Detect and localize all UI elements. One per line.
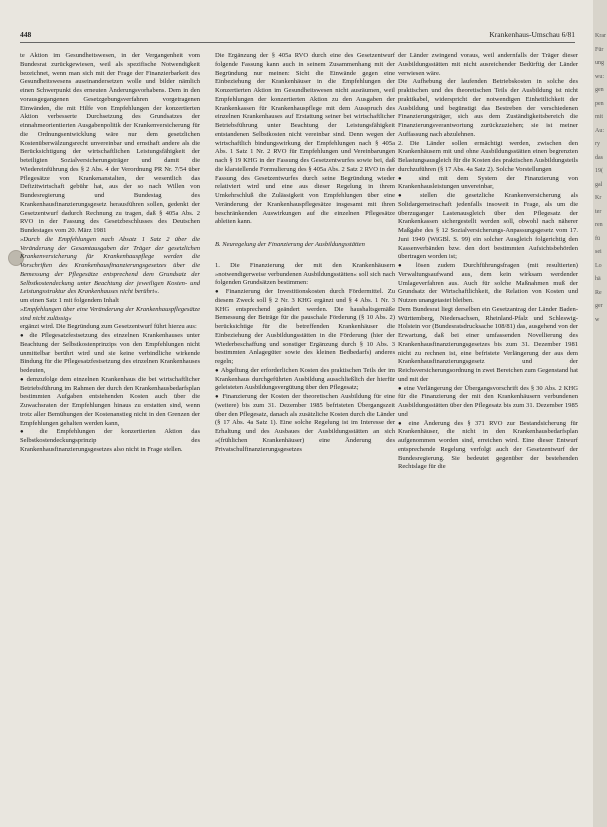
- text-column-2: [215, 52, 395, 812]
- next-page-edge: Krar Für ung wu: gen pen mit Au: ry das 19( gal Kr ter ren fü sei Lo hä Re ger w: [593, 0, 607, 827]
- bullet-paragraph: ● stellen die gesetzliche Krankenversicherung als Solidargemeinschaft jedenfalls insoweit in Frage, als um die überzuganger Lastenausgleich über den Pflegesatz der Krankenkassen sichergestellt werden soll, obwohl nach näherer Maßgabe des § 12 Sozialversicherungs-Anpassungsgesetz vom 17. Juni 1949 (WiGBl. S. 99) ein solcher Ausgleich folgerichtig den Kassenverbänden bzw. den dort bestimmten Aufsichtsbehörden übertragen worden ist;: [398, 192, 578, 262]
- bullet-paragraph: ● eine Verlängerung der Übergangsvorschrift des § 30 Abs. 2 KHG für die Finanzierung der mit den Krankenhäusern verbundenen Ausbildungsstätten über den Pflegesatz bis zum 31. Dezember 1985 und: [398, 385, 578, 420]
- bullet-paragraph: ● demzufolge dem einzelnen Krankenhaus die bei wirtschaftlicher Betriebsführung im Rahmen der durch den Krankenhausbedarfsplan bestimmten Aufgaben entstehenden Kosten auch über die Zuwachsraten der Empfehlungen hinaus zu erstatten sind, wenn trotz aller Bemühungen der Kostenanstieg nicht in den Grenzen der Empfehlungen gehalten werden kann,: [20, 376, 200, 429]
- bullet-paragraph: ● Finanzierung der Investitionskosten durch Fördermittel. Zu diesem Zweck soll § 2 Nr. 3 KHG ergänzt und § 4 Abs. 1 Nr. 3 KHG entsprechend geändert werden. Die haushaltsgemäße Bemessung der Beträge für die pauschale Förderung (§ 10 Abs. 2) berücksichtige für die betreffenden Krankenhäuser die Einbeziehung der Ausbildungsstätten in die Förderung (hier der Wiederbeschaffung und sonstiger Ergänzung durch § 10 Abs. 3 bestimmten Anlagegüter sowie des kleinen Bedbedarfs) anderes regeln;: [215, 288, 395, 367]
- paragraph: Die Aufhebung der laufenden Betriebskosten in solche des praktischen und des theoretischen Teils der Ausbildung ist nicht praktikabel, widerspricht der notwendigen Einheitlichkeit der Ausbildung und begünstigt das Bestreben der verschiedenen Finanzierungsträger, sich aus dem Zuständigkeitsbereich die Finanzierungsverantwortung zurückzuziehen; sie ist meiner Auffassung nach abzulehnen.: [398, 78, 578, 138]
- bullet-paragraph: ● Abgeltung der erforderlichen Kosten des praktischen Teils der im Krankenhaus durchgeführten Ausbildung ausschließlich der hierfür geleisteten Ausbildungsvergütung über den Pflegesatz;: [215, 367, 395, 393]
- paragraph: te Aktion im Gesundheitswesen, in der Vergangenheit vom Bundesrat zurückgewiesen, weil als spezifische Notwendigkeit bezeichnet, wenn man sich mit der Frage der Finanzierbarkeit des Gesundheitswesens auseinandersetzen wolle und bilder nämlich einen Schwerpunkt des erneuten Änderungsvorhabens. Dem in den vorausgegangenen Gesetzgebungsverfahren vorgetragenen Einwänden, die mit Hilfe von Empfehlungen der konzertierten Aktion verbesserte Durchsetzung des Grundsatzes der einnahmeorientierten Ausgabenpolitik der Krankenversicherung für die Ordnungsentwicklung wäre nur dem gesetzlichen Kostenüberwälzungsrecht unvereinbar und ernsthaft andere als die Berücksichtigung der wirtschaftlichen Leistungsfähigkeit der beteiligten Sozialversicherungsträger und damit die Wiedereinführung des § 2 Abs. 4 der Verordnung PR Nr. 7/54 über Pflegesätze von Krankenanstalten, der wesentlich das Defizitwirtschaft gebühr hat, aus der so nach Willen von Bundesregierung und Bundestag des Krankenhausfinanzierungsgesetz herausführen sollen, gedenkt der Gesetzentwurf dadurch Rechnung zu tragen, daß § 405a Abs. 2 RVO in der Fassung des Gesetzbeschlusses des Deutschen Bundestages vom 20. März 1981: [20, 52, 200, 234]
- bullet-paragraph: ● Finanzierung der Kosten der theoretischen Ausbildung für eine (weitere) bis zum 31. Dezember 1985 befristeten Übergangszeit über den Pflegesatz, danach als zusätzliche Kosten durch die Länder (§ 17 Abs. 4a Satz 1). Eine solche Regelung ist im Interesse der Erhaltung und des Ausbaues der Ausbildungsstätten an sich »(frühlichen Krankenhäuser) eine Änderung des Privatschulfinanzierungsgesetzes: [215, 393, 395, 454]
- bullet-paragraph: ● eine Änderung des § 371 RVO zur Bestandsicherung für Krankenhäuser, die nicht in den Krankenhausbedarfsplan aufgenommen worden sind, erreichen wird. Eine dieser Entwurf entsprechende Regelung verfolgt auch der Gesetzentwurf der Bundesregierung. Sie bedeutet gegenüber der bestehenden Rechtslage für die: [398, 420, 578, 473]
- page-header: [20, 30, 575, 43]
- paragraph: 2. Die Länder sollen ermächtigt werden, zwischen den Krankenhäusern mit und ohne Ausbildungsstätten einen begrenzten Belastungsausgleich für die Kosten des praktischen Ausbildungsteils durchzuführen (§ 17 Abs. 4a Satz 2). Solche Vorstellungen: [398, 139, 578, 173]
- bullet-paragraph: ● sind mit dem System der Finanzierung von Krankenhausleistungen unvereinbar,: [398, 175, 578, 193]
- paragraph: Dem Bundesrat liegt derselben ein Gesetzantrag der Länder Baden-Württemberg, Niedersachsen, Rheinland-Pfalz und Schleswig-Holstein vor (Bundesratsdrucksache 108/81) das, ausgehend von der Erwartung, daß bei einer umfassenden Novellierung des Krankenhausfinanzierungsgesetzes bis zum 31. Dezember 1981 nicht zu rechnen ist, eine befristete Verlängerung der aus dem Krankenhausfinanzierungsgesetz und der Reichsversicherungsordnung in zwei Bereichen zum Gegenstand hat und mit der: [398, 305, 578, 383]
- page-number: 448: [20, 30, 32, 39]
- paragraph: ergänzt wird. Die Begründung zum Gesetzentwurf führt hierzu aus:: [20, 323, 197, 331]
- section-heading: B. Neuregelung der Finanzierung der Ausbildungsstätten: [215, 241, 365, 248]
- paragraph: 1. Die Finanzierung der mit den Krankenhäusern »notwendigerweise verbundenen Ausbildungsstätten« soll sich nach folgenden Grundsätzen bestimmen:: [215, 261, 395, 287]
- paragraph: um einen Satz 1 mit folgendem Inhalt: [20, 297, 119, 304]
- text-column-3: [398, 52, 578, 812]
- text-column-1: [20, 52, 200, 812]
- bullet-paragraph: ● lösen zudem Durchführungsfragen (mit resultierten) Verwaltungsaufwand aus, dem kein wirksam werdender Umlageverfahren aus. Auch für solche Maßnahmen muß der Grundsatz der Wirtschaftlichkeit, die Relation von Kosten und Nutzen unangetastet bleiben.: [398, 262, 578, 306]
- paragraph: »Durch die Empfehlungen nach Absatz 1 Satz 2 über die Veränderung der Gesamtausgaben der Träger der gesetzlichen Krankenversicherung für Krankenhauspflege werden die Vorschriften des Krankenhausfinanzierungsgesetzes über die Bemessung der Pflegesätze entsprechend dem Grundsatz der Selbstkostendeckung unter Beachtung der jeweiligen Kosten- und Leistungsstruktur des Krankenhauses nicht berührt«.: [20, 235, 200, 296]
- paragraph: »Empfehlungen über eine Veränderung der Krankenhauspflegesätze sind nicht zulässig«: [20, 305, 200, 322]
- bullet-paragraph: ● die Pflegesatzfestsetzung des einzelnen Krankenhauses unter Beachtung der Selbstkostenprinzips von den Empfehlungen nicht unmittelbar berührt wird und sie keine verbindliche wirkende Bindung für die Pflegesatzfestsetzung des einzelnen Krankenhauses bedeuten,: [20, 332, 200, 376]
- bullet-paragraph: ● die Empfehlungen der konzertierten Aktion das Selbstkostendeckungsprinzip des Krankenhausfinanzierungsgesetzes also nicht in Frage stellen.: [20, 428, 200, 454]
- paragraph: Die Ergänzung der § 405a RVO durch eine des Gesetzentwurf folgende Fassung kann auch in seinem Zusammenhang mit der Begründung nur meinen: Sicht die Einwände gegen eine Einbeziehung der Krankenhäuser in die Empfehlungen der Konzertierten Aktion im Gesundheitswesen nicht ausräumen, weil Empfehlungen der konzertierten Aktion zu den Ausgaben der Krankenkassen für Krankenhauspflege mit dem Ausspruch des einzelnen Krankenhauses auf Erstattung seiner bei wirtschaftlicher Betriebsführung unter Beachtung der Leistungsfähigkeit entstandenen Selbstkosten nicht vereinbar sind. Denn wegen der wirtschaftlich bindungswirkung der Empfehlungen nach § 405a Abs. 1 Satz 1 Nr. 2 RVO für Empfehlungen und Vereinbarungen nach § 19 KHG in der Fassung des Gesetzentwurfes sowie bei, daß die klarstellende Formulierung des § 405a Abs. 2 Satz 2 RVO in der Fassung des Gesetzentwurfes durch seine Begründung wieder relativiert wird und eine aus dieser Regelung in ihrem Umkehrschluß die Zulässigkeit von Empfehlungen über eine Veränderung der Krankenhauspflegesätze insgesamt mit ihren beschränkenden Auswirkungen auf die einzelnen Pflegesätze ableiten kann.: [215, 52, 395, 226]
- journal-title: Krankenhaus-Umschau 6/81: [489, 30, 575, 39]
- paragraph: der Länder zwingend voraus, weil andernfalls der Träger dieser Ausbildungsstätten mit nicht ausreichender Bedürftig der Länder verwiesen wäre.: [398, 52, 578, 77]
